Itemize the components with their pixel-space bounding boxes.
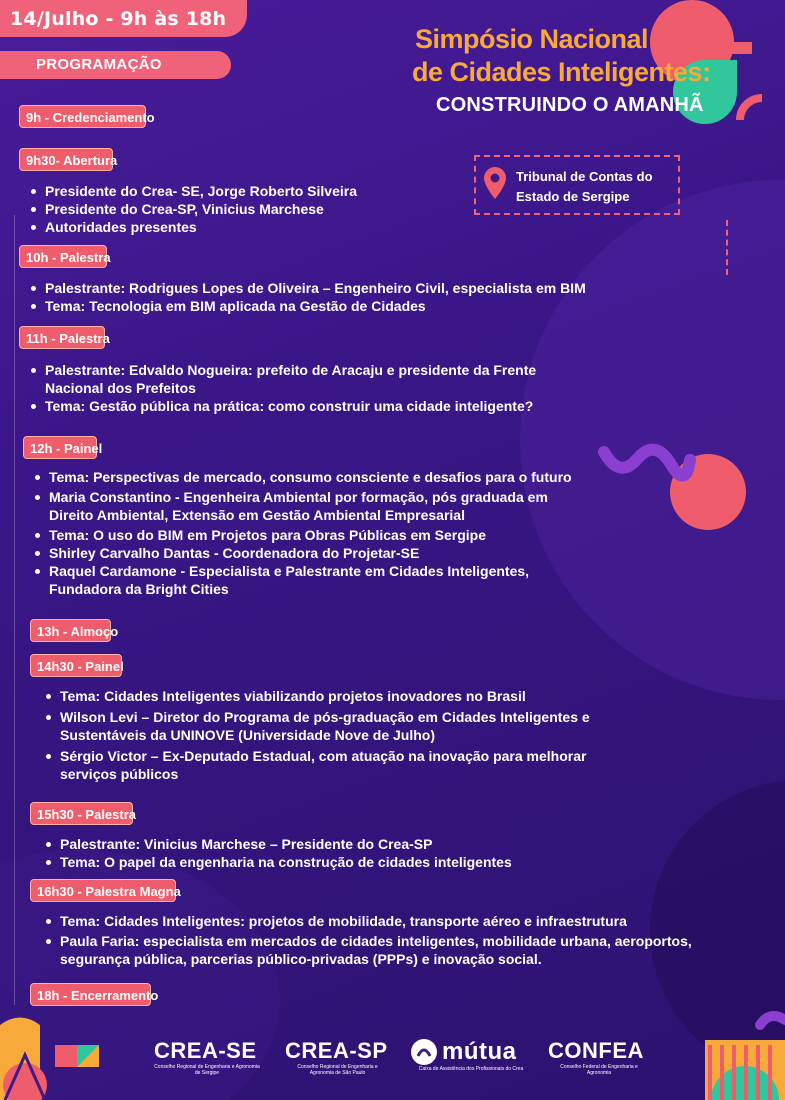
event-title-line2: de Cidades Inteligentes: bbox=[412, 57, 711, 87]
list-item: Wilson Levi – Diretor do Programa de pós-graduação em Cidades Inteligentes e bbox=[44, 708, 590, 726]
list-item-continuation: Fundadora da Bright Cities bbox=[49, 581, 229, 597]
list-item: Palestrante: Rodrigues Lopes de Oliveira – Engenheiro Civil, especialista em BIM bbox=[29, 279, 586, 297]
list-item: Autoridades presentes bbox=[29, 218, 357, 236]
logo-subtitle: Conselho Regional de Engenharia e Agronomia de Sergipe bbox=[154, 1064, 260, 1076]
list-item: Raquel Cardamone - Especialista e Palestrante em Cidades Inteligentes, bbox=[33, 562, 572, 580]
list-item: Tema: Cidades Inteligentes viabilizando projetos inovadores no Brasil bbox=[44, 687, 590, 705]
session-items bbox=[29, 361, 536, 415]
list-item: Tema: Cidades Inteligentes: projetos de mobilidade, transporte aéreo e infraestrutura bbox=[44, 912, 692, 930]
map-pin-icon bbox=[484, 167, 506, 199]
logo-crea-se bbox=[154, 1038, 260, 1076]
sponsor-logos bbox=[0, 1038, 785, 1078]
list-item: Tema: Perspectivas de mercado, consumo consciente e desafios para o futuro bbox=[33, 468, 572, 486]
location-text bbox=[516, 167, 653, 207]
logo-subtitle: Conselho Regional de Engenharia e Agronomia de São Paulo bbox=[297, 1064, 378, 1076]
list-item: Tema: Tecnologia em BIM aplicada na Gestão de Cidades bbox=[29, 297, 586, 315]
event-date: 14/Julho - 9h às 18h bbox=[0, 0, 247, 37]
session-items bbox=[33, 468, 572, 598]
time-slot: 18h - Encerramento bbox=[30, 983, 151, 1006]
logo-name: CONFEA bbox=[548, 1038, 644, 1063]
logo-name: CREA-SP bbox=[285, 1038, 388, 1063]
event-title-line1: Simpósio Nacional bbox=[415, 24, 649, 54]
logo-mutua bbox=[410, 1038, 532, 1072]
location-line2: Estado de Sergipe bbox=[516, 189, 630, 204]
list-item: Sérgio Victor – Ex-Deputado Estadual, com atuação na inovação para melhorar bbox=[44, 747, 590, 765]
event-subtitle: CONSTRUINDO O AMANHÃ bbox=[436, 94, 704, 116]
list-item: Presidente do Crea- SE, Jorge Roberto Silveira bbox=[29, 182, 357, 200]
dashed-divider bbox=[726, 220, 728, 275]
timeline-line bbox=[14, 215, 15, 1005]
logo-name: CREA-SE bbox=[154, 1038, 257, 1063]
time-slot: 13h - Almoço bbox=[30, 619, 111, 642]
list-item: Paula Faria: especialista em mercados de cidades inteligentes, mobilidade urbana, aeroportos, bbox=[44, 932, 692, 950]
location-line1: Tribunal de Contas do bbox=[516, 169, 653, 184]
logo-subtitle: Caixa de Assistência dos Profissionais do Crea bbox=[418, 1066, 524, 1072]
list-item-continuation: segurança pública, parcerias público-privadas (PPPs) e inovação social. bbox=[60, 951, 542, 967]
program-label: PROGRAMAÇÃO bbox=[0, 51, 231, 79]
time-slot: 11h - Palestra bbox=[19, 326, 105, 349]
logo-confea bbox=[548, 1038, 650, 1076]
decorative-wave-icon bbox=[598, 440, 748, 540]
session-items bbox=[44, 912, 692, 968]
location-box bbox=[474, 155, 680, 215]
list-item: Tema: O uso do BIM em Projetos para Obras Públicas em Sergipe bbox=[33, 526, 572, 544]
logo-crea-sp bbox=[285, 1038, 390, 1076]
list-item: Palestrante: Vinicius Marchese – Presidente do Crea-SP bbox=[44, 835, 512, 853]
time-slot: 14h30 - Painel bbox=[30, 654, 122, 677]
list-item-continuation: Direito Ambiental, Extensão em Gestão Ambiental Empresarial bbox=[49, 507, 465, 523]
time-slot: 9h30- Abertura bbox=[19, 148, 113, 171]
list-item: Presidente do Crea-SP, Vinicius Marchese bbox=[29, 200, 357, 218]
session-items bbox=[44, 687, 590, 783]
time-slot: 12h - Painel bbox=[23, 436, 97, 459]
mutua-emblem-icon bbox=[410, 1038, 438, 1066]
list-item: Tema: O papel da engenharia na construção de cidades inteligentes bbox=[44, 853, 512, 871]
logo-subtitle: Conselho Federal de Engenharia e Agronomia bbox=[560, 1064, 638, 1076]
list-item-continuation: Sustentáveis da UNINOVE (Universidade Nove de Julho) bbox=[60, 727, 435, 743]
list-item-continuation: serviços públicos bbox=[60, 766, 179, 782]
list-item-continuation: Nacional dos Prefeitos bbox=[45, 380, 196, 396]
time-slot: 9h - Credenciamento bbox=[19, 105, 146, 128]
time-slot: 10h - Palestra bbox=[19, 245, 107, 268]
list-item: Tema: Gestão pública na prática: como construir uma cidade inteligente? bbox=[29, 397, 536, 415]
time-slot: 16h30 - Palestra Magna bbox=[30, 879, 176, 902]
session-items bbox=[29, 182, 357, 236]
time-slot: 15h30 - Palestra bbox=[30, 802, 133, 825]
session-items bbox=[44, 835, 512, 871]
logo-name: mútua bbox=[442, 1038, 517, 1065]
list-item: Palestrante: Edvaldo Nogueira: prefeito de Aracaju e presidente da Frente bbox=[29, 361, 536, 379]
list-item: Maria Constantino - Engenheira Ambiental por formação, pós graduada em bbox=[33, 488, 572, 506]
list-item: Shirley Carvalho Dantas - Coordenadora do Projetar-SE bbox=[33, 544, 572, 562]
session-items bbox=[29, 279, 586, 315]
